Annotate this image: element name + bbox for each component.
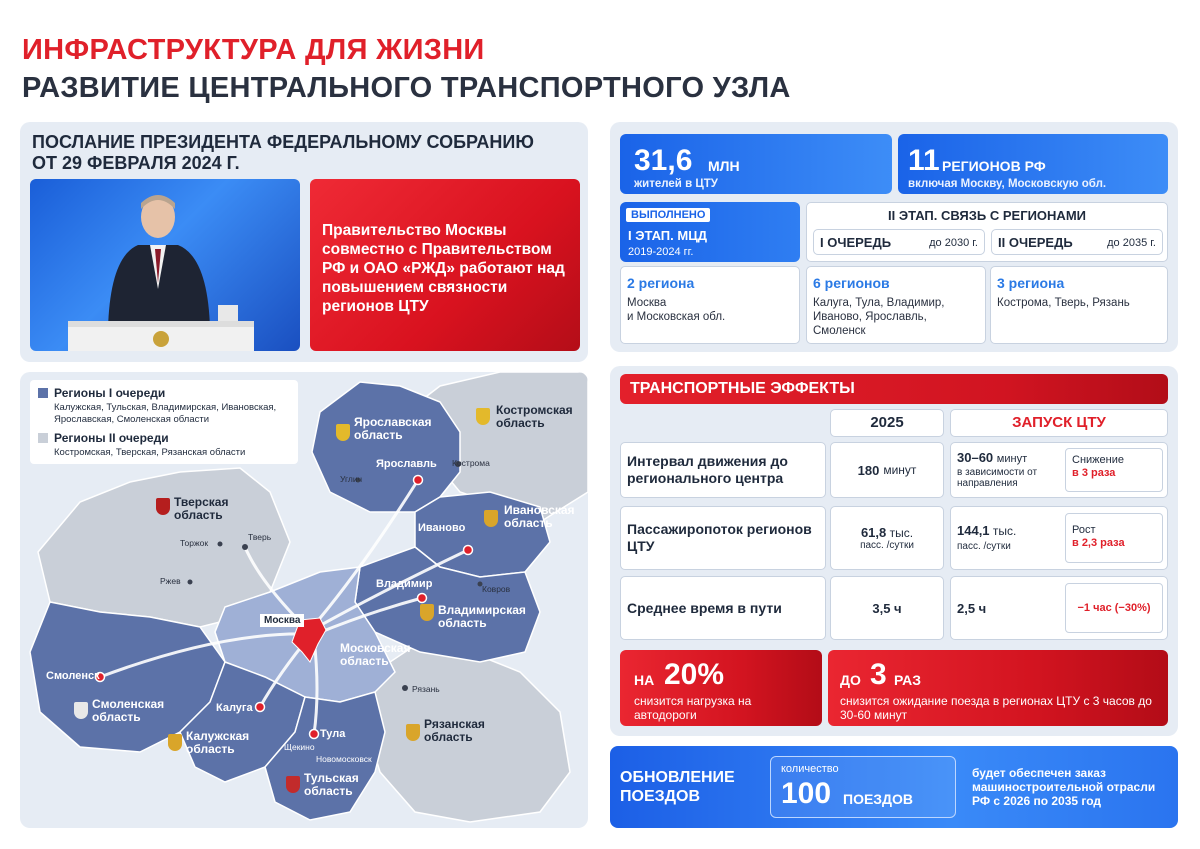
city-label-rzhev: Ржев	[160, 576, 181, 586]
population-box	[620, 134, 892, 194]
col-header-2025: 2025	[830, 409, 944, 437]
queue2-regions-count: 3 региона	[997, 275, 1065, 291]
row-label-travel-time: Среднее время в пути	[620, 576, 826, 640]
population-sub: жителей в ЦТУ	[634, 178, 718, 190]
map-legend: Регионы I очереди Калужская, Тульская, Владимирская, Ивановская, Ярославская, Смоленская области Регионы II очереди Костромская, Тверская, Рязанская области	[30, 380, 298, 464]
city-dot-rzhev	[188, 580, 193, 585]
city-label-smolensk: Смоленск	[46, 670, 100, 682]
stage1-regions-count: 2 региона	[627, 275, 695, 291]
legend-swatch-q1	[38, 388, 48, 398]
city-label-tver: Тверь	[248, 532, 272, 542]
row3-change: −1 час (−30%)	[1065, 583, 1163, 633]
stage1-regions-list: Москва и Московская обл.	[627, 297, 726, 323]
city-label-torzhok: Торжок	[180, 538, 209, 548]
coat-of-arms-icon-tula	[286, 776, 300, 793]
done-badge: ВЫПОЛНЕНО	[626, 208, 710, 222]
coat-of-arms-icon-kaluga	[168, 734, 182, 751]
city-label-kaluga: Калуга	[216, 702, 253, 714]
city-dot-ivanovo	[464, 546, 473, 555]
city-label-kostroma: Кострома	[452, 458, 490, 468]
region-label-kostroma: Костромская область	[496, 403, 573, 430]
city-dot-yaroslavl	[414, 476, 423, 485]
city-label-uglich: Углич	[340, 474, 363, 484]
coat-of-arms-icon-ivanovo	[484, 510, 498, 527]
region-label-smolensk: Смоленская область	[92, 697, 165, 724]
regions-box	[898, 134, 1168, 194]
queue2-label: II ОЧЕРЕДЬ	[998, 235, 1073, 250]
trains-note: будет обеспечен заказ машиностроительной отрасли РФ с 2026 по 2035 год	[972, 766, 1156, 808]
city-dot-torzhok	[218, 542, 223, 547]
stage2-box	[806, 202, 1168, 262]
city-dot-kaluga	[256, 703, 265, 712]
city-label-ivanovo: Иваново	[418, 522, 466, 534]
stage1-regions-box	[620, 266, 800, 344]
queue1-regions-count: 6 регионов	[813, 275, 890, 291]
queue2-regions-box	[990, 266, 1168, 344]
row1-change: Снижение в 3 раза	[1065, 448, 1163, 492]
city-dot-tver	[242, 544, 248, 550]
city-label-shchekino: Щекино	[284, 742, 315, 752]
promo-road-load: НА 20% снизится нагрузка на автодороги	[620, 650, 822, 726]
message-title: ПОСЛАНИЕ ПРЕЗИДЕНТА ФЕДЕРАЛЬНОМУ СОБРАНИЮ ОТ 29 ФЕВРАЛЯ 2024 Г.	[32, 132, 534, 173]
coat-of-arms-icon-yaroslavl	[336, 424, 350, 441]
trains-title: ОБНОВЛЕНИЕ ПОЕЗДОВ	[620, 769, 735, 805]
queue1-box	[813, 229, 985, 255]
stage1-title: I ЭТАП. МЦД	[628, 228, 707, 243]
legend-swatch-q2	[38, 433, 48, 443]
city-label-kovrov: Ковров	[482, 584, 511, 594]
region-label-moscow-oblast: Московская область	[340, 641, 411, 668]
city-label-novomoskovsk: Новомосковск	[316, 754, 372, 764]
trains-qty-number: 100	[781, 777, 832, 810]
coat-of-arms-icon-smolensk	[74, 702, 88, 719]
coat-of-arms-icon-tver	[156, 498, 170, 515]
stage1-years: 2019-2024 гг.	[628, 246, 694, 258]
population-unit: МЛН	[708, 158, 740, 174]
queue1-regions-box	[806, 266, 986, 344]
message-red-box: Правительство Москвы совместно с Правительством РФ и ОАО «РЖД» работают над повышением связности регионов ЦТУ	[310, 179, 580, 351]
population-number: 31,6	[634, 144, 693, 177]
city-label-vladimir: Владимир	[376, 578, 433, 590]
trains-quantity-box	[770, 756, 956, 818]
region-label-vladimir: Владимирская область	[438, 603, 526, 630]
coat-of-arms-icon-vladimir	[420, 604, 434, 621]
queue2-box	[991, 229, 1163, 255]
region-label-tver: Тверская область	[174, 495, 229, 522]
coat-of-arms-icon-ryazan	[406, 724, 420, 741]
regions-unit: РЕГИОНОВ РФ	[942, 158, 1046, 174]
queue2-date: до 2035 г.	[1107, 237, 1156, 249]
region-label-ivanovo: Ивановская область	[504, 503, 575, 530]
row-label-passengers: Пассажиропоток регионов ЦТУ	[620, 506, 826, 570]
city-label-moskva: Москва	[260, 614, 304, 627]
city-dot-ryazan	[402, 685, 408, 691]
region-label-kaluga: Калужская область	[186, 729, 250, 756]
region-label-yaroslavl: Ярославская область	[354, 415, 432, 442]
region-yaroslavl	[312, 382, 460, 512]
row3-value-launch: 2,5 ч −1 час (−30%)	[950, 576, 1168, 640]
queue1-regions-list: Калуга, Тула, Владимир, Иваново, Ярославль, Смоленск	[813, 297, 945, 337]
coat-of-arms-icon-kostroma	[476, 408, 490, 425]
city-label-tula: Тула	[320, 728, 346, 740]
effects-panel	[610, 366, 1178, 736]
page-title: ИНФРАСТРУКТУРА ДЛЯ ЖИЗНИ	[22, 34, 485, 66]
trains-qty-unit: ПОЕЗДОВ	[843, 791, 914, 807]
stats-panel	[610, 122, 1178, 352]
row3-value-2025: 3,5 ч	[830, 576, 944, 640]
trains-panel	[610, 746, 1178, 828]
regions-sub: включая Москву, Московскую обл.	[908, 178, 1107, 190]
region-label-ryazan: Рязанская область	[424, 717, 485, 744]
page-subtitle: РАЗВИТИЕ ЦЕНТРАЛЬНОГО ТРАНСПОРТНОГО УЗЛА	[22, 72, 791, 104]
queue1-date: до 2030 г.	[929, 237, 978, 249]
stage1-box	[620, 202, 800, 262]
row2-value-launch: 144,1 тыс. пасс. /сутки Рост в 2,3 раза	[950, 506, 1168, 570]
trains-qty-label: количество	[781, 763, 839, 775]
queue2-regions-list: Кострома, Тверь, Рязань	[997, 297, 1130, 309]
promo-waiting-time: ДО 3 РАЗ снизится ожидание поезда в регионах ЦТУ с 3 часов до 30-60 минут	[828, 650, 1168, 726]
city-label-ryazan: Рязань	[412, 684, 440, 694]
queue1-label: I ОЧЕРЕДЬ	[820, 235, 892, 250]
row1-value-2025: 180 минут	[830, 442, 944, 498]
city-dot-tula	[310, 730, 319, 739]
stage2-title: II ЭТАП. СВЯЗЬ С РЕГИОНАМИ	[887, 208, 1086, 223]
president-photo	[30, 179, 300, 351]
row-label-interval: Интервал движения до регионального центра	[620, 442, 826, 498]
region-label-tula: Тульская область	[304, 771, 359, 798]
row1-value-launch: 30–60 минут в зависимости от направления Снижение в 3 раза	[950, 442, 1168, 498]
col-header-launch: ЗАПУСК ЦТУ	[950, 409, 1168, 437]
map-panel	[20, 372, 588, 828]
regions-number: 11	[908, 144, 940, 177]
effects-header: ТРАНСПОРТНЫЕ ЭФФЕКТЫ	[620, 374, 1168, 404]
message-panel	[20, 122, 588, 362]
city-label-yaroslavl: Ярославль	[376, 458, 437, 470]
city-dot-vladimir	[418, 594, 427, 603]
row2-value-2025: 61,8 тыс. пасс. /сутки	[830, 506, 944, 570]
row2-change: Рост в 2,3 раза	[1065, 513, 1163, 563]
